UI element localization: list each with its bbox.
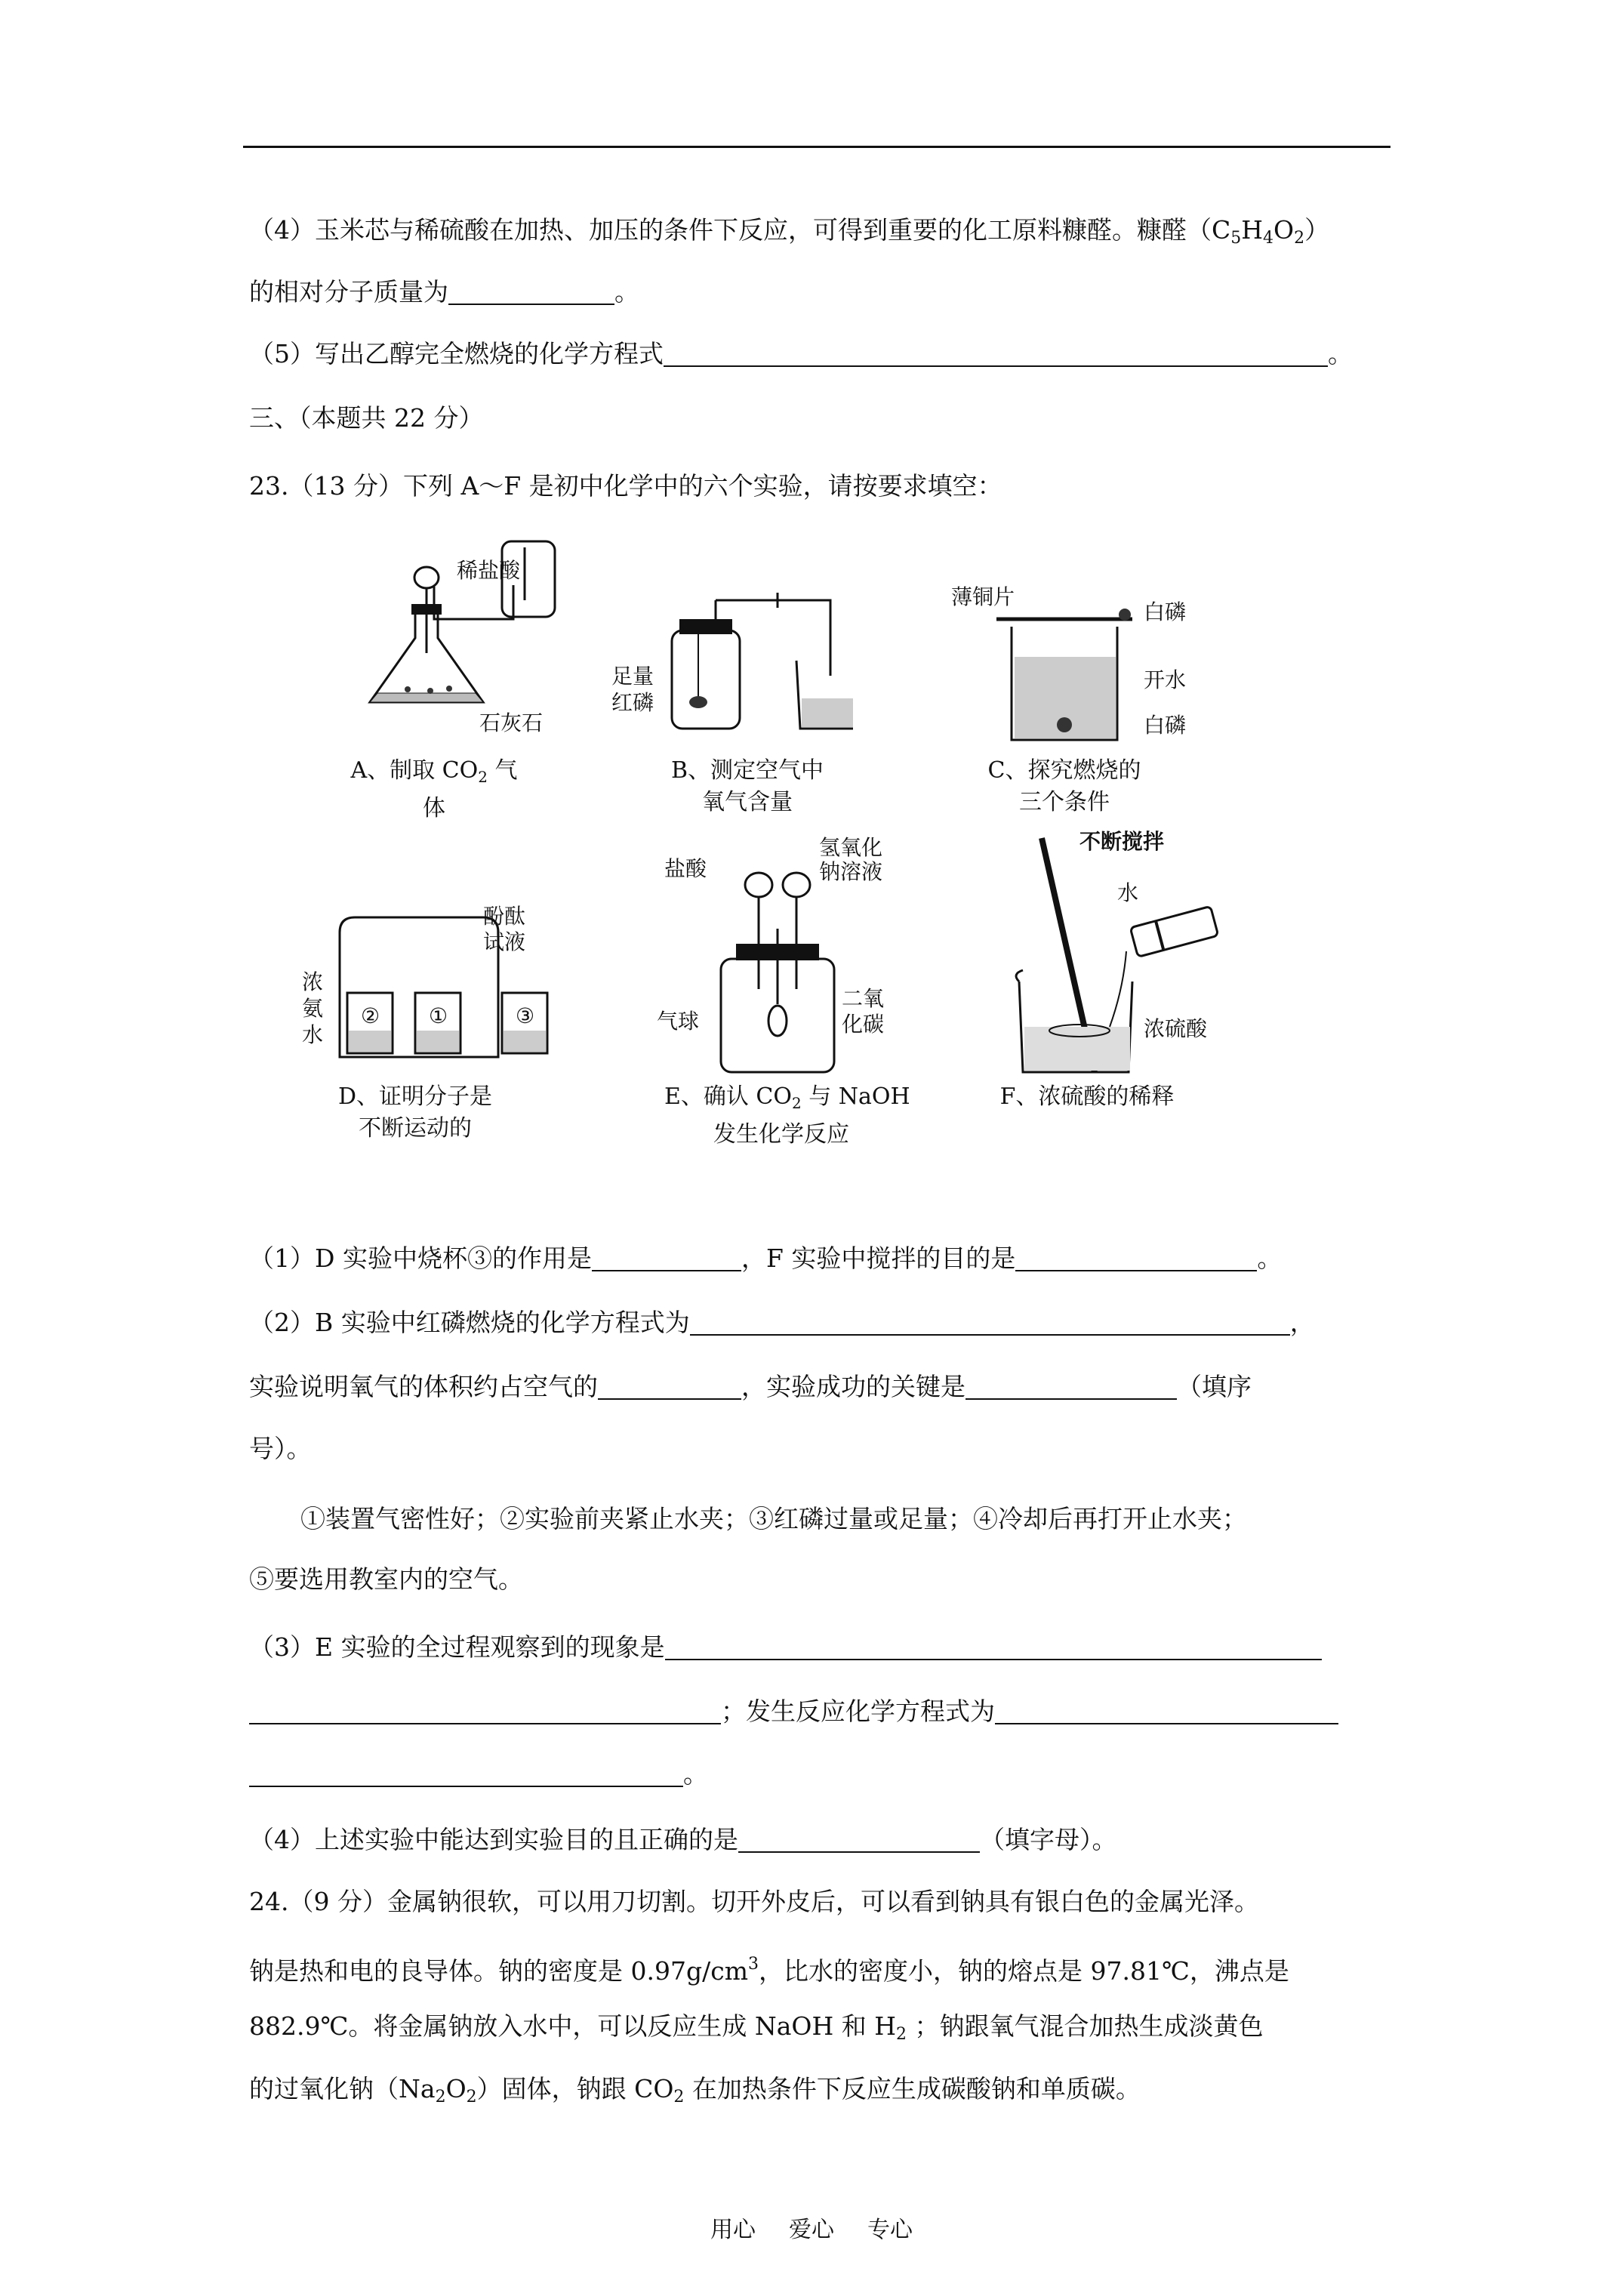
- header-rule: [243, 146, 1390, 148]
- label-conc-h2so4: 浓硫酸: [1144, 1016, 1208, 1041]
- answer-blank[interactable]: [592, 1246, 741, 1271]
- label-dilute-hcl: 稀盐酸: [457, 558, 521, 583]
- q23-4-line: （4）上述实验中能达到实验目的且正确的是 （填字母）。: [249, 1825, 1117, 1854]
- figure-c-combustion: [951, 581, 1223, 751]
- figure-e-co2-naoh: [649, 831, 906, 1080]
- answer-blank[interactable]: [995, 1699, 1338, 1724]
- q23-3-line2: ；发生反应化学方程式为: [249, 1695, 1338, 1728]
- caption-c: C、探究燃烧的 三个条件: [987, 757, 1141, 815]
- label-co2-1: 二氧: [842, 986, 885, 1011]
- label-stir: 不断搅拌: [1079, 831, 1165, 854]
- label-white-phosphorus-top: 白磷: [1144, 599, 1187, 624]
- figure-a-co2-generator: [325, 532, 566, 759]
- q22-4-line2: 的相对分子质量为 。: [249, 277, 639, 307]
- q23-1-line: （1）D 实验中烧杯③的作用是 ，F 实验中搅拌的目的是 。: [249, 1244, 1283, 1273]
- label-copper-sheet: 薄铜片: [951, 584, 1015, 609]
- q23-stem: 23.（13 分）下列 A～F 是初中化学中的六个实验，请按要求填空：: [249, 471, 1002, 501]
- label-balloon: 气球: [657, 1009, 700, 1034]
- answer-blank[interactable]: [965, 1374, 1177, 1400]
- q23-2-options-2: ⑤要选用教室内的空气。: [249, 1564, 523, 1594]
- label-limestone: 石灰石: [479, 710, 544, 735]
- q24-line2: 钠是热和电的良导体。钠的密度是 $0.97g/cm^3$，比水的密度小，钠的熔点是 97.81℃，沸点是: [249, 1955, 1289, 1986]
- q23-2-line1: （2）B 实验中红磷燃烧的化学方程式为 ，: [249, 1308, 1315, 1337]
- label-co2-2: 化碳: [842, 1012, 885, 1037]
- q24-line1: 24.（9 分）金属钠很软，可以用刀切割。切开外皮后，可以看到钠具有银白色的金属光泽。: [249, 1887, 1259, 1916]
- figure-d-molecular-motion: [302, 895, 589, 1068]
- label-ammonia-1: 浓: [302, 969, 324, 994]
- q24-line4: 的过氧化钠$(Na_2O_2)$固体，钠跟 $CO_2$ 在加热条件下反应生成碳酸钠和单质碳。: [249, 2074, 1141, 2106]
- caption-f: F、浓硫酸的稀释: [999, 1083, 1175, 1110]
- answer-blank[interactable]: [249, 1761, 683, 1787]
- label-hcl: 盐酸: [664, 856, 707, 881]
- q23-3-line3: 。: [249, 1758, 708, 1791]
- label-enough: 足量: [611, 664, 654, 689]
- label-red-phosphorus: 红磷: [611, 690, 654, 715]
- q23-2-options-1: ①装置气密性好；②实验前夹紧止水夹；③红磷过量或足量；④冷却后再打开止水夹；: [300, 1504, 1247, 1533]
- q22-5-line: （5）写出乙醇完全燃烧的化学方程式 。: [249, 339, 1353, 368]
- label-phenolphthalein-2: 试液: [483, 929, 526, 954]
- answer-blank[interactable]: [690, 1310, 1290, 1336]
- label-ammonia-3: 水: [302, 1022, 324, 1047]
- q23-2-line3: 号）。: [249, 1434, 312, 1463]
- caption-d: D、证明分子是 不断运动的: [337, 1083, 493, 1142]
- page-footer: 用心 爱心 专心: [710, 2217, 913, 2243]
- label-ammonia-2: 氨: [302, 996, 324, 1021]
- label-naoh-1: 氢氧化: [819, 835, 883, 860]
- q23-3-line1: （3）E 实验的全过程观察到的现象是: [249, 1631, 1322, 1664]
- beaker-1-label: ①: [429, 1003, 448, 1028]
- answer-blank[interactable]: [738, 1827, 980, 1853]
- caption-e: E、确认 $CO_2$ 与 NaOH 发生化学反应: [664, 1083, 910, 1148]
- figure-b-oxygen-content: [604, 585, 853, 751]
- q23-2-line2: 实验说明氧气的体积约占空气的 ，实验成功的关键是 （填序: [249, 1372, 1252, 1401]
- label-white-phosphorus-bottom: 白磷: [1144, 713, 1187, 738]
- caption-a: A、制取 $CO_2$ 气 体: [350, 757, 518, 821]
- label-water: 水: [1117, 880, 1139, 905]
- answer-blank[interactable]: [664, 341, 1328, 367]
- answer-blank[interactable]: [598, 1374, 741, 1400]
- answer-blank[interactable]: [665, 1635, 1322, 1660]
- answer-blank[interactable]: [249, 1699, 721, 1724]
- caption-b: B、测定空气中 氧气含量: [670, 757, 824, 815]
- section-heading: 三、（本题共 22 分）: [249, 403, 484, 433]
- label-phenolphthalein-1: 酚酞: [483, 904, 526, 929]
- beaker-2-label: ②: [361, 1003, 380, 1028]
- beaker-3-label: ③: [516, 1003, 535, 1028]
- answer-blank[interactable]: [1015, 1246, 1257, 1271]
- label-naoh-2: 钠溶液: [819, 859, 883, 884]
- q24-line3: 882.9℃。将金属钠放入水中，可以反应生成 NaOH 和 $H_2$ ；钠跟氧气混合加热生成淡黄色: [249, 2011, 1264, 2044]
- figure-f-dilution: [996, 831, 1253, 1080]
- answer-blank[interactable]: [448, 279, 614, 305]
- label-boiling-water: 开水: [1144, 667, 1187, 692]
- q22-4-line1: （4）玉米芯与稀硫酸在加热、加压的条件下反应，可得到重要的化工原料糠醛。糠醛$(C_5H_4O_2)$: [249, 215, 1330, 248]
